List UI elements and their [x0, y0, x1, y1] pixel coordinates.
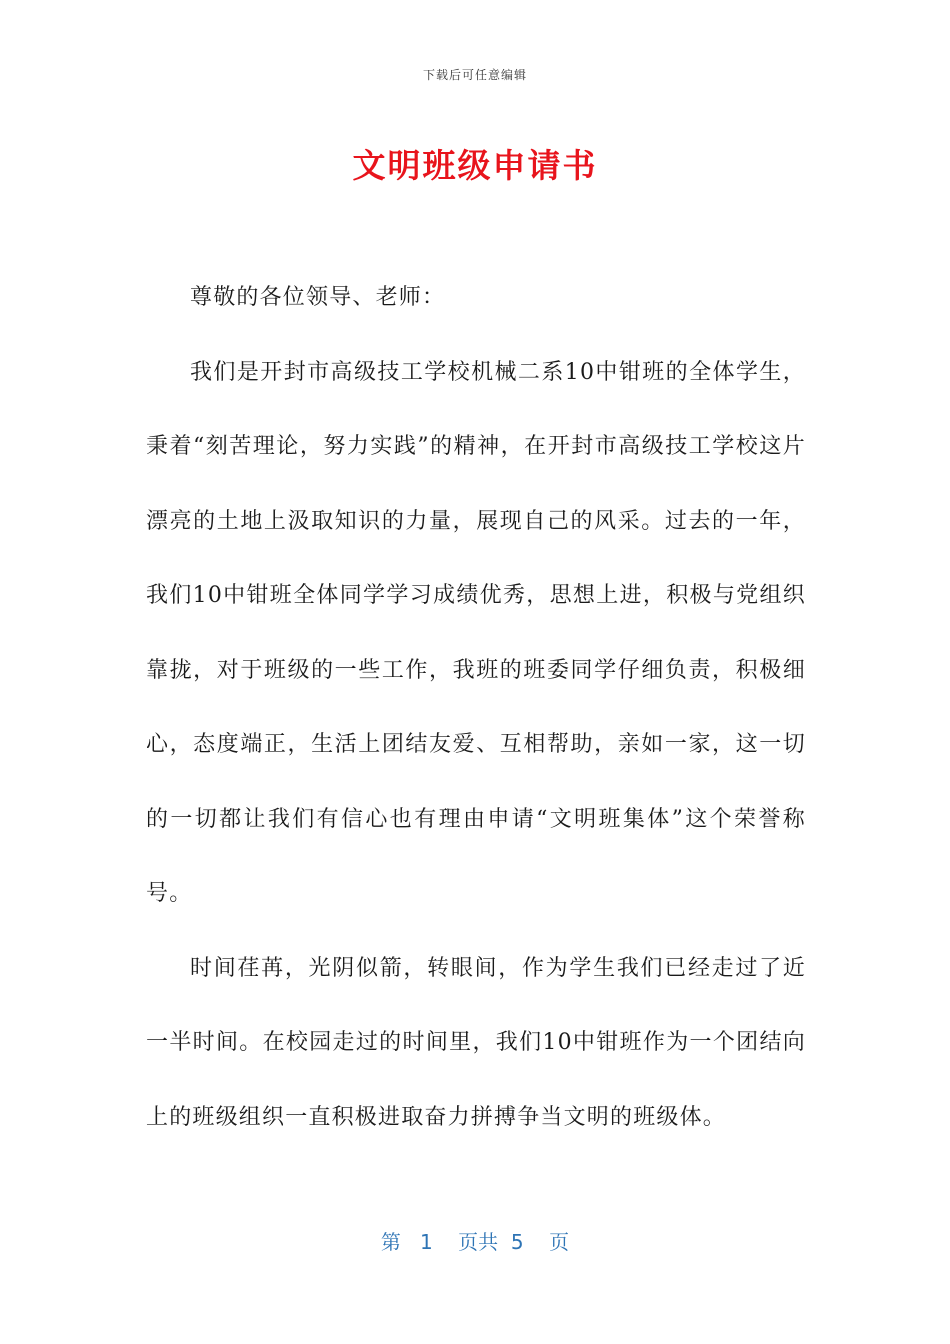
document-title: 文明班级申请书 [352, 146, 598, 185]
page-footer [0, 1226, 950, 1255]
document-body [146, 261, 806, 1155]
footer-page-number: 1 [420, 1230, 433, 1254]
footer-total-pages: 5 [510, 1230, 524, 1254]
body-paragraph-2: 时间荏苒，光阴似箭，转眼间，作为学生我们已经走过了近一半时间。在校园走过的时间里，我们10中钳班作为一个团结向上的班级组织一直积极进取奋力拼搏争当文明的班级体。 [146, 955, 806, 1130]
header-note: 下载后可任意编辑 [422, 68, 527, 82]
footer-suffix: 页 [549, 1230, 570, 1254]
body-paragraph-1: 我们是开封市高级技工学校机械二系10中钳班的全体学生，秉着“刻苦理论，努力实践”的精神，在开封市高级技工学校这片漂亮的土地上汲取知识的力量，展现自己的风采。过去的一年，我们10中钳班全体同学学习成绩优秀，思想上进，积极与党组织靠拢，对于班级的一些工作，我班的班委同学仔细负责，积极细心，态度端正，生活上团结友爱、互相帮助，亲如一家，这一切的一切都让我们有信心也有理由申请“文明班集体”这个荣誉称号。 [146, 359, 806, 906]
salutation-paragraph: 尊敬的各位领导、老师： [190, 285, 446, 310]
footer-prefix: 第 [380, 1230, 401, 1254]
footer-middle: 页共 [458, 1230, 499, 1254]
